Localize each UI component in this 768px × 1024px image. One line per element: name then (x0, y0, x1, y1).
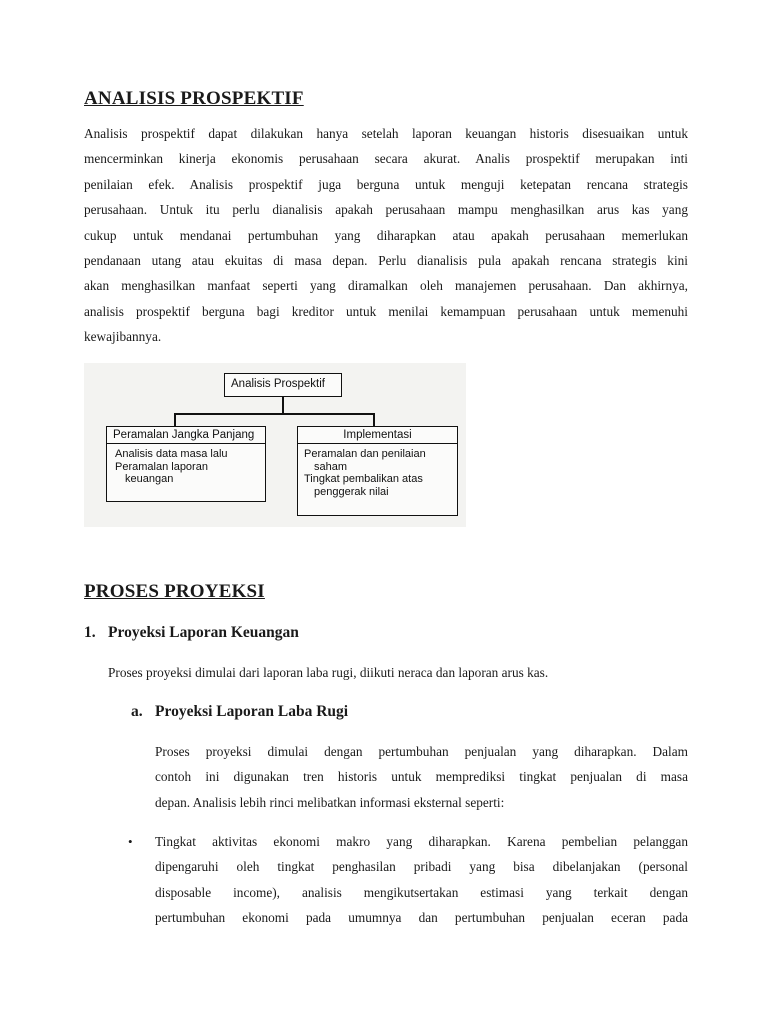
heading-analisis-prospektif: ANALISIS PROSPEKTIF (84, 88, 304, 109)
diagram-right-item: saham (314, 460, 348, 473)
diagram-right-title: Implementasi (343, 429, 412, 441)
diagram-right-item: Tingkat pembalikan atas (304, 473, 423, 485)
subheading-proyeksi-laporan-keuangan (84, 624, 299, 642)
diagram-root-label: Analisis Prospektif (231, 378, 325, 390)
diagram-left-item: Peramalan laporan (115, 460, 208, 473)
connector-line (373, 413, 375, 427)
paragraph-line: depan. Analisis lebih rinci melibatkan informasi eksternal seperti: (155, 794, 505, 810)
paragraph-line: contoh ini digunakan tren historis untuk memprediksi tingkat penjualan di masa (155, 769, 688, 785)
diagram-left-item: Analisis data masa lalu (115, 448, 228, 460)
subheading-title: Proyeksi Laporan Laba Rugi (155, 703, 349, 720)
bullet-icon: • (128, 834, 133, 849)
paragraph-line: Tingkat aktivitas ekonomi makro yang diharapkan. Karena pembelian pelanggan (155, 834, 688, 849)
paragraph-line: mencerminkan kinerja ekonomis perusahaan secara akurat. Analis prospektif merupakan inti (84, 151, 688, 167)
paragraph-proses-proyeksi: Proses proyeksi dimulai dari laporan laba rugi, diikuti neraca dan laporan arus kas. (108, 665, 549, 680)
diagram-root-box (224, 373, 342, 397)
subheading-number: 1. (84, 624, 96, 641)
diagram-right-item: penggerak nilai (314, 485, 389, 498)
subheading-proyeksi-laba-rugi (131, 703, 348, 721)
analisis-prospektif-diagram (84, 363, 466, 527)
paragraph-line: pertumbuhan ekonomi pada umumnya dan pertumbuhan penjualan eceran pada (155, 910, 688, 926)
paragraph-line: disposable income), analisis mengikutsertakan estimasi yang terkait dengan (155, 884, 688, 900)
paragraph-line: Proses proyeksi dimulai dengan pertumbuhan penjualan yang diharapkan. Dalam (155, 744, 688, 759)
diagram-left-item: keuangan (125, 473, 174, 485)
diagram-right-box (297, 426, 458, 516)
paragraph-line: dipengaruhi oleh tingkat penghasilan pribadi yang bisa dibelanjakan (personal (155, 859, 688, 875)
diagram-right-item: Peramalan dan penilaian (304, 448, 426, 460)
bullet-paragraph-makro (155, 829, 688, 931)
diagram-left-box (106, 426, 266, 502)
connector-line (174, 413, 374, 415)
subheading-title: Proyeksi Laporan Keuangan (108, 624, 299, 641)
paragraph-line: penilaian efek. Analisis prospektif juga berguna untuk menguji ketepatan rencana strategis (84, 176, 688, 192)
diagram-left-title: Peramalan Jangka Panjang (113, 429, 255, 441)
paragraph-line: pendanaan utang atau ekuitas di masa depan. Perlu dianalisis pula apakah rencana strategis kini (84, 253, 688, 269)
paragraph-line: cukup untuk mendanai pertumbuhan yang diharapkan atau apakah perusahaan memerlukan (84, 227, 688, 243)
paragraph-line: Analisis prospektif dapat dilakukan hanya setelah laporan keuangan historis disesuaikan untuk (84, 126, 688, 141)
connector-line (282, 397, 284, 414)
heading-proses-proyeksi: PROSES PROYEKSI (84, 581, 265, 602)
paragraph-line: perusahaan. Untuk itu perlu dianalisis apakah perusahaan mampu menghasilkan arus kas yang (84, 202, 688, 218)
paragraph-line: analisis prospektif berguna bagi kreditor untuk menilai kemampuan perusahaan untuk memenuhi (84, 303, 688, 319)
paragraph-laba-rugi (155, 739, 688, 815)
paragraph-line: akan menghasilkan manfaat seperti yang diramalkan oleh manajemen perusahaan. Dan akhirnya, (84, 278, 688, 294)
paragraph-analisis-prospektif (84, 121, 688, 350)
subheading-letter: a. (131, 703, 143, 720)
connector-line (174, 413, 176, 427)
paragraph-line: kewajibannya. (84, 329, 162, 345)
